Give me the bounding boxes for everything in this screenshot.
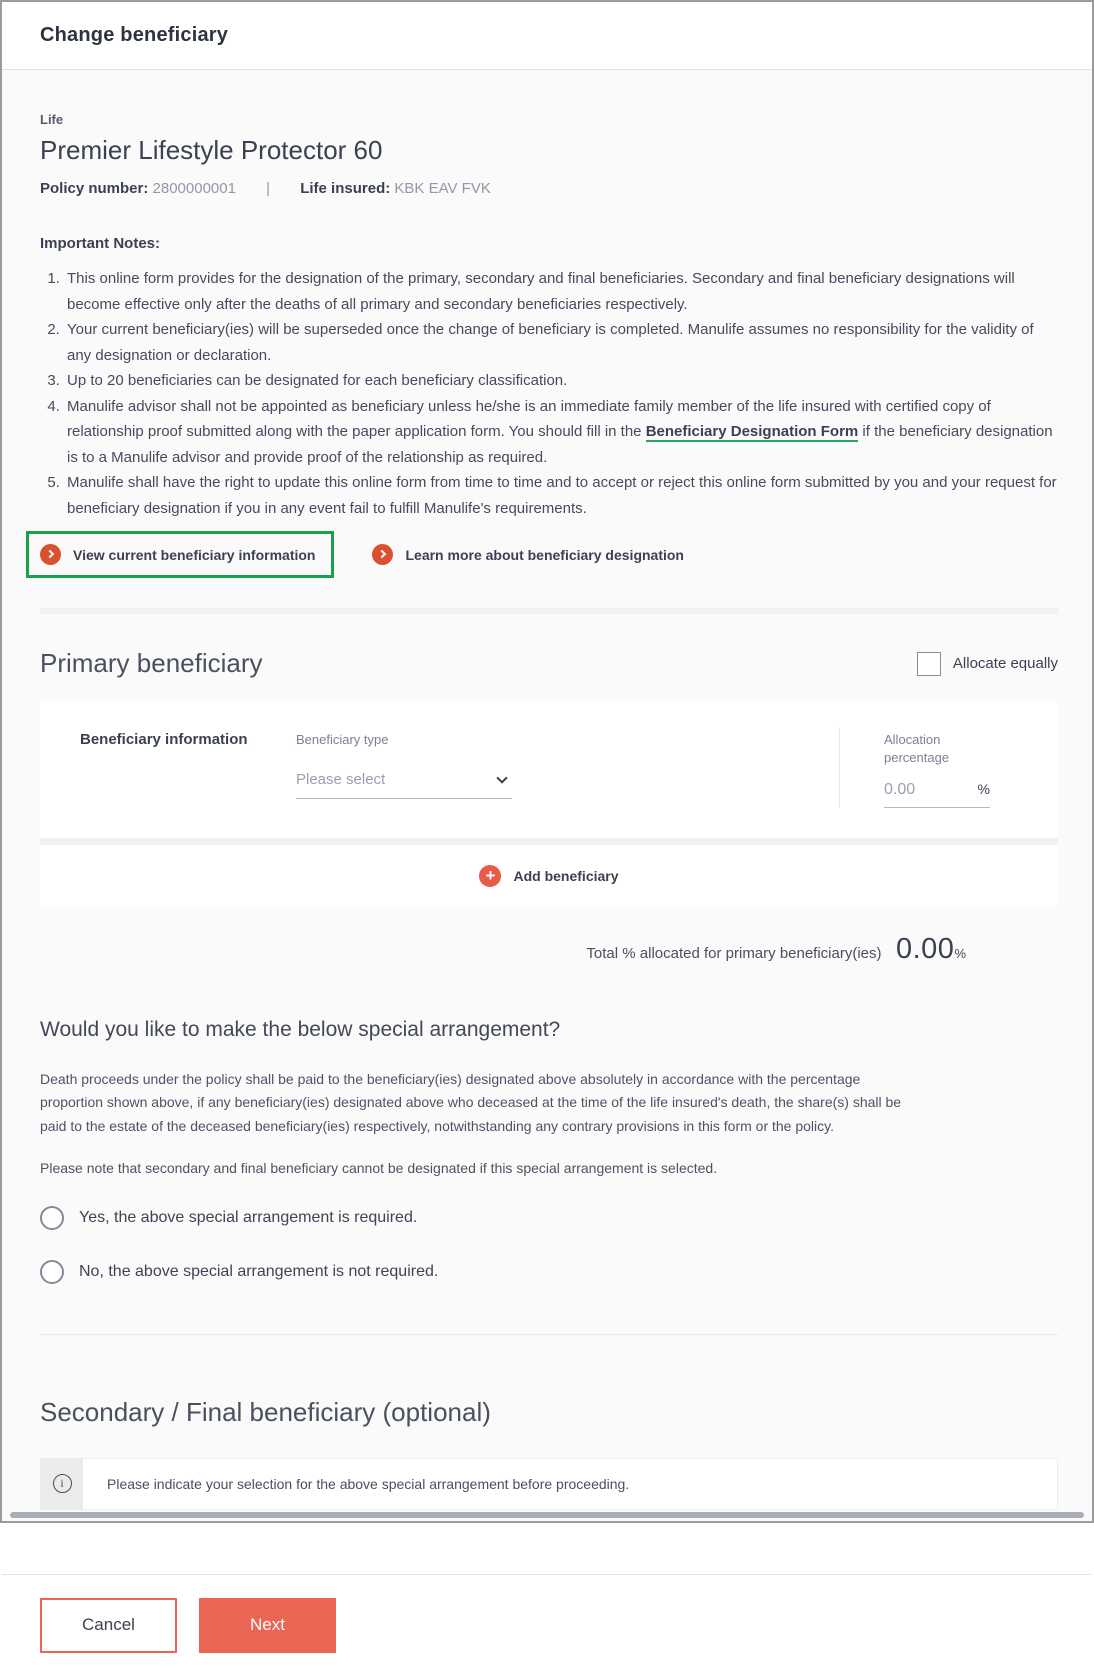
- beneficiary-type-label: Beneficiary type: [296, 732, 389, 747]
- policy-details-line: [40, 180, 1058, 197]
- note-item-4-post: if the beneficiary designation is to a Manulife advisor and provide proof of the relationship as required.: [67, 423, 1053, 466]
- info-banner-text: Please indicate your selection for the above special arrangement before proceeding.: [107, 1475, 630, 1492]
- next-button[interactable]: Next: [199, 1598, 336, 1653]
- policy-number-label: Policy number:: [40, 180, 149, 197]
- section-divider: [40, 608, 1058, 614]
- special-arrangement-section: [40, 1018, 1058, 1283]
- cancel-button[interactable]: Cancel: [40, 1598, 177, 1653]
- primary-section-header: [40, 648, 1058, 679]
- important-notes-title: Important Notes:: [40, 235, 160, 252]
- annotation-highlight-box: [26, 531, 334, 578]
- radio-no[interactable]: [40, 1260, 64, 1284]
- add-beneficiary-label: Add beneficiary: [513, 868, 619, 885]
- note-item-4-pre: Manulife advisor shall not be appointed as beneficiary unless he/she is an immediate family member of the life insured with certified copy of relationship proof submitted along with the paper application form. You should fill in the: [67, 397, 991, 440]
- allocation-percentage-label: Allocation percentage: [884, 732, 950, 766]
- horizontal-scrollbar[interactable]: [10, 1512, 1084, 1518]
- important-notes-list: [40, 266, 1058, 521]
- learn-more-beneficiary-label: Learn more about beneficiary designation: [405, 546, 684, 563]
- policy-separator: |: [266, 180, 271, 197]
- beneficiary-type-placeholder: Please select: [296, 771, 386, 789]
- note-item-5: 5. Manulife shall have the right to update this online form from time to time and to accept or reject this online form submitted by you and your request for beneficiary designation if you in any event fail to fulfill Manulife's requirements.: [64, 470, 1058, 521]
- footer-actions: [2, 1574, 1092, 1677]
- note-item-1: 1. This online form provides for the designation of the primary, secondary and final beneficiaries. Secondary and final beneficiary designations will become effective only after the deaths of all primary and secondary beneficiaries respectively.: [64, 266, 1058, 317]
- section-divider-line: [40, 1334, 1058, 1335]
- beneficiary-information-label: Beneficiary information: [80, 731, 248, 748]
- note-item-3: 3. Up to 20 beneficiaries can be designated for each beneficiary classification.: [64, 368, 1058, 394]
- policy-category-label: Life: [40, 112, 64, 127]
- secondary-beneficiary-heading: Secondary / Final beneficiary (optional): [40, 1396, 491, 1427]
- special-arrangement-no-option[interactable]: [40, 1260, 1058, 1284]
- allocate-equally-label: Allocate equally: [952, 655, 1058, 672]
- special-arrangement-note: Please note that secondary and final beneficiary cannot be designated if this special arrangement is selected.: [40, 1159, 718, 1176]
- beneficiary-info-column: [40, 727, 296, 808]
- chevron-down-icon: [496, 772, 507, 783]
- total-allocation-value: 0.00: [895, 933, 955, 966]
- chevron-right-circle-icon: [40, 544, 61, 565]
- beneficiary-designation-form-link[interactable]: Beneficiary Designation Form: [645, 423, 859, 440]
- beneficiary-type-select[interactable]: [296, 771, 512, 799]
- view-current-beneficiary-link[interactable]: [40, 544, 315, 565]
- main-content: [2, 70, 1092, 1510]
- page-header: [2, 2, 1092, 70]
- primary-beneficiary-heading: Primary beneficiary: [40, 648, 263, 678]
- card-gap-divider: [40, 838, 1058, 845]
- beneficiary-card: [40, 701, 1058, 838]
- total-percent-sign: %: [954, 946, 966, 962]
- allocation-column: [839, 727, 1058, 808]
- note-item-4: [64, 394, 1058, 471]
- allocate-equally-control[interactable]: [917, 652, 1058, 676]
- life-insured-label: Life insured:: [300, 180, 391, 197]
- plus-circle-icon: +: [479, 865, 501, 887]
- note-item-2: 2. Your current beneficiary(ies) will be superseded once the change of beneficiary is completed. Manulife assumes no responsibility for the validity of any designation or declaration.: [64, 317, 1058, 368]
- percent-sign: %: [977, 781, 990, 798]
- special-arrangement-heading: Would you like to make the below special arrangement?: [40, 1018, 561, 1042]
- info-icon: i: [53, 1474, 72, 1493]
- special-arrangement-description: Death proceeds under the policy shall be paid to the beneficiary(ies) designated above absolutely in accordance with the percentage proportion shown above, if any beneficiary(ies) designated above who deceased at the time of the life insured's death, the share(s) shall be paid to the estate of the deceased beneficiary(ies) respectively, notwithstanding any contrary provisions in this form or the policy.: [40, 1071, 902, 1134]
- important-notes: [40, 235, 1058, 521]
- radio-yes-label: Yes, the above special arrangement is required.: [79, 1208, 418, 1226]
- info-banner: [40, 1458, 1058, 1510]
- total-allocation-label: Total % allocated for primary beneficiary(ies): [586, 945, 882, 963]
- allocation-field: [884, 781, 990, 808]
- add-beneficiary-button[interactable]: [40, 845, 1058, 907]
- info-banner-strip: [41, 1459, 83, 1509]
- view-current-beneficiary-label: View current beneficiary information: [73, 546, 316, 563]
- allocation-percentage-input[interactable]: [884, 781, 944, 799]
- product-name: Premier Lifestyle Protector 60: [40, 135, 383, 165]
- radio-yes[interactable]: [40, 1206, 64, 1230]
- beneficiary-type-column: [296, 727, 839, 808]
- chevron-right-circle-icon: [372, 544, 393, 565]
- total-allocation-row: [40, 933, 1058, 966]
- page-title: Change beneficiary: [40, 24, 229, 46]
- cta-links-row: [40, 531, 1058, 578]
- learn-more-beneficiary-link[interactable]: [372, 544, 684, 565]
- radio-no-label: No, the above special arrangement is not required.: [79, 1262, 439, 1280]
- special-arrangement-yes-option[interactable]: [40, 1206, 1058, 1230]
- life-insured-value: KBK EAV FVK: [394, 180, 491, 197]
- policy-number-value: 2800000001: [152, 180, 236, 197]
- policy-summary: [40, 70, 1058, 197]
- allocate-equally-checkbox[interactable]: [917, 652, 941, 676]
